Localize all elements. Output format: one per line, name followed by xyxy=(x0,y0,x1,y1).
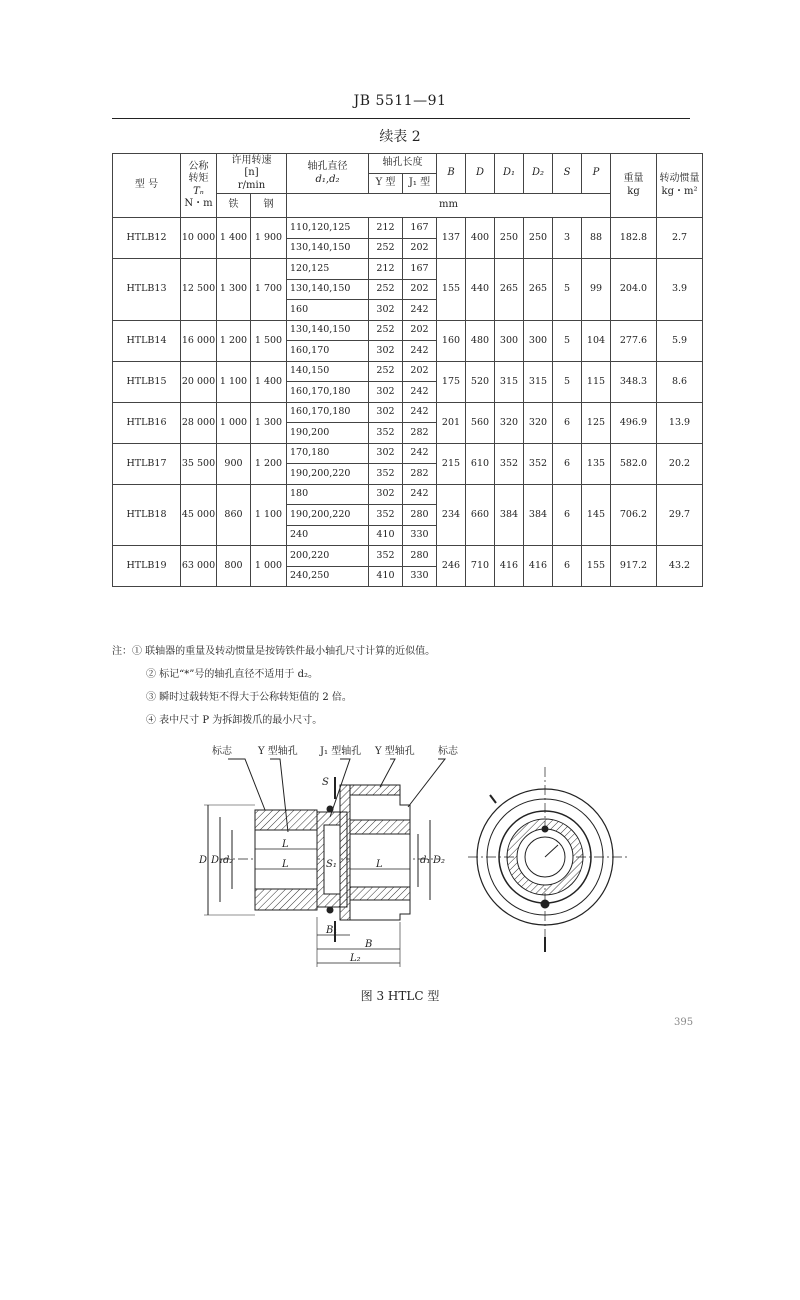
table-row xyxy=(113,484,703,505)
cell-weight: 182.8 xyxy=(611,218,657,259)
head-S: S xyxy=(553,154,582,194)
head-j1-type: J₁ 型 xyxy=(403,174,437,194)
cell-y-length: 302 xyxy=(369,484,403,505)
cell-weight: 917.2 xyxy=(611,546,657,587)
cell-torque: 10 000 xyxy=(181,218,217,259)
cell-d1: 384 xyxy=(495,484,524,546)
cell-p: 135 xyxy=(582,443,611,484)
right-flange xyxy=(340,785,350,920)
cell-steel: 1 100 xyxy=(251,484,287,546)
cell-j1-length: 167 xyxy=(403,259,437,280)
cell-p: 155 xyxy=(582,546,611,587)
cell-d1: 416 xyxy=(495,546,524,587)
cell-y-length: 302 xyxy=(369,443,403,464)
dim-L-lower: L xyxy=(282,859,289,870)
cell-weight: 706.2 xyxy=(611,484,657,546)
cell-bore: 240,250 xyxy=(287,566,369,587)
table-row xyxy=(113,320,703,341)
cell-model: HTLB17 xyxy=(113,443,181,484)
cell-y-length: 302 xyxy=(369,382,403,403)
cell-d: 710 xyxy=(466,546,495,587)
note-3: ③ 瞬时过载转矩不得大于公称转矩值的 2 倍。 xyxy=(146,692,352,703)
cell-j1-length: 242 xyxy=(403,443,437,464)
cell-bore: 160,170 xyxy=(287,341,369,362)
cell-b: 234 xyxy=(437,484,466,546)
header-rule xyxy=(112,118,690,119)
cell-d: 520 xyxy=(466,361,495,402)
dim-D2: D₂ xyxy=(433,855,446,866)
cell-j1-length: 202 xyxy=(403,320,437,341)
cell-torque: 28 000 xyxy=(181,402,217,443)
cell-y-length: 352 xyxy=(369,546,403,567)
head-inertia: 转动惯量 kg・m² xyxy=(657,154,703,218)
cell-d2: 320 xyxy=(524,402,553,443)
head-unit-mm: mm xyxy=(287,194,611,218)
head-y-type: Y 型 xyxy=(369,174,403,194)
cell-inertia: 5.9 xyxy=(657,320,703,361)
cell-d: 560 xyxy=(466,402,495,443)
cell-y-length: 352 xyxy=(369,423,403,444)
dim-L2: L₂ xyxy=(350,953,361,964)
document-code: JB 5511—91 xyxy=(353,93,447,109)
cell-y-length: 252 xyxy=(369,238,403,259)
cell-model: HTLB14 xyxy=(113,320,181,361)
coupling-drawing xyxy=(190,737,660,977)
cell-d1: 315 xyxy=(495,361,524,402)
cell-s: 6 xyxy=(553,546,582,587)
cell-model: HTLB18 xyxy=(113,484,181,546)
cell-d: 610 xyxy=(466,443,495,484)
table-row xyxy=(113,546,703,567)
cell-bore: 160,170,180 xyxy=(287,402,369,423)
table-row xyxy=(113,402,703,423)
cell-s: 5 xyxy=(553,259,582,321)
head-weight: 重量 kg xyxy=(611,154,657,218)
cell-b: 160 xyxy=(437,320,466,361)
cell-steel: 1 200 xyxy=(251,443,287,484)
head-D1: D₁ xyxy=(495,154,524,194)
head-D2: D₂ xyxy=(524,154,553,194)
cell-torque: 45 000 xyxy=(181,484,217,546)
cell-iron: 1 300 xyxy=(217,259,251,321)
cell-s: 6 xyxy=(553,402,582,443)
cell-bore: 160 xyxy=(287,300,369,321)
cell-bore: 190,200 xyxy=(287,423,369,444)
head-iron: 铁 xyxy=(217,194,251,218)
cell-model: HTLB13 xyxy=(113,259,181,321)
page-number: 395 xyxy=(674,1017,694,1028)
cell-d1: 250 xyxy=(495,218,524,259)
cell-p: 125 xyxy=(582,402,611,443)
cell-steel: 1 900 xyxy=(251,218,287,259)
cell-d1: 352 xyxy=(495,443,524,484)
cell-iron: 1 000 xyxy=(217,402,251,443)
cell-iron: 860 xyxy=(217,484,251,546)
cell-p: 88 xyxy=(582,218,611,259)
cell-d: 480 xyxy=(466,320,495,361)
cell-bore: 130,140,150 xyxy=(287,279,369,300)
cell-s: 6 xyxy=(553,484,582,546)
cell-steel: 1 300 xyxy=(251,402,287,443)
dim-B1: B₁ xyxy=(326,925,338,936)
cell-weight: 277.6 xyxy=(611,320,657,361)
cell-p: 115 xyxy=(582,361,611,402)
cell-b: 201 xyxy=(437,402,466,443)
cell-d2: 416 xyxy=(524,546,553,587)
cell-steel: 1 400 xyxy=(251,361,287,402)
cell-j1-length: 242 xyxy=(403,484,437,505)
cell-j1-length: 280 xyxy=(403,546,437,567)
cell-bore: 140,150 xyxy=(287,361,369,382)
cell-inertia: 3.9 xyxy=(657,259,703,321)
cell-torque: 63 000 xyxy=(181,546,217,587)
cell-bore: 180 xyxy=(287,484,369,505)
cell-j1-length: 242 xyxy=(403,382,437,403)
label-y-left: Y 型轴孔 xyxy=(258,746,298,757)
cell-j1-length: 282 xyxy=(403,423,437,444)
end-view xyxy=(468,767,628,952)
cell-d1: 300 xyxy=(495,320,524,361)
label-y-right: Y 型轴孔 xyxy=(375,746,415,757)
cell-bore: 190,200,220 xyxy=(287,464,369,485)
cell-model: HTLB19 xyxy=(113,546,181,587)
cell-d2: 384 xyxy=(524,484,553,546)
dim-D: D xyxy=(199,855,208,866)
cell-b: 215 xyxy=(437,443,466,484)
dim-S: S xyxy=(322,777,329,788)
cell-inertia: 8.6 xyxy=(657,361,703,402)
cell-j1-length: 202 xyxy=(403,361,437,382)
cell-b: 137 xyxy=(437,218,466,259)
cell-s: 6 xyxy=(553,443,582,484)
cell-weight: 582.0 xyxy=(611,443,657,484)
cell-inertia: 20.2 xyxy=(657,443,703,484)
cell-d1: 265 xyxy=(495,259,524,321)
cell-p: 145 xyxy=(582,484,611,546)
cell-d2: 300 xyxy=(524,320,553,361)
cell-y-length: 352 xyxy=(369,464,403,485)
cell-s: 5 xyxy=(553,320,582,361)
cell-s: 3 xyxy=(553,218,582,259)
cell-y-length: 212 xyxy=(369,259,403,280)
note-1: 注：① 联轴器的重量及转动惯量是按铸铁件最小轴孔尺寸计算的近似值。 xyxy=(112,646,436,657)
cell-iron: 800 xyxy=(217,546,251,587)
cell-torque: 20 000 xyxy=(181,361,217,402)
cell-y-length: 212 xyxy=(369,218,403,239)
cell-b: 155 xyxy=(437,259,466,321)
cell-iron: 900 xyxy=(217,443,251,484)
head-D: D xyxy=(466,154,495,194)
dim-B: B xyxy=(365,939,373,950)
cell-y-length: 410 xyxy=(369,525,403,546)
table-row xyxy=(113,443,703,464)
label-j1: J₁ 型轴孔 xyxy=(320,746,362,757)
cell-steel: 1 700 xyxy=(251,259,287,321)
cell-bore: 190,200,220 xyxy=(287,505,369,526)
cell-y-length: 252 xyxy=(369,361,403,382)
note-2: ② 标记“*”号的轴孔直径不适用于 d₂。 xyxy=(146,669,318,680)
cell-bore: 240 xyxy=(287,525,369,546)
dim-S1: S₁ xyxy=(326,859,337,870)
figure-caption: 图 3 HTLC 型 xyxy=(360,989,440,1003)
head-steel: 钢 xyxy=(251,194,287,218)
dim-d2: d₂ xyxy=(223,855,234,866)
cell-j1-length: 167 xyxy=(403,218,437,239)
table-row xyxy=(113,259,703,280)
cell-torque: 16 000 xyxy=(181,320,217,361)
head-B: B xyxy=(437,154,466,194)
dim-D1: D₁ xyxy=(211,855,224,866)
table-caption: 续表 2 xyxy=(379,129,421,145)
cell-inertia: 2.7 xyxy=(657,218,703,259)
cell-j1-length: 330 xyxy=(403,525,437,546)
cell-j1-length: 242 xyxy=(403,402,437,423)
cell-y-length: 302 xyxy=(369,402,403,423)
cell-j1-length: 282 xyxy=(403,464,437,485)
dim-d1: d₁ xyxy=(420,855,431,866)
cell-inertia: 13.9 xyxy=(657,402,703,443)
cell-d: 400 xyxy=(466,218,495,259)
cell-torque: 35 500 xyxy=(181,443,217,484)
cell-y-length: 410 xyxy=(369,566,403,587)
cell-j1-length: 202 xyxy=(403,238,437,259)
cell-b: 175 xyxy=(437,361,466,402)
cell-steel: 1 500 xyxy=(251,320,287,361)
cell-j1-length: 242 xyxy=(403,341,437,362)
cell-b: 246 xyxy=(437,546,466,587)
cell-bore: 200,220 xyxy=(287,546,369,567)
head-bore-length: 轴孔长度 xyxy=(369,154,437,174)
cell-d: 440 xyxy=(466,259,495,321)
cell-y-length: 252 xyxy=(369,279,403,300)
spec-table xyxy=(112,153,703,587)
table-row xyxy=(113,218,703,239)
cell-weight: 204.0 xyxy=(611,259,657,321)
cell-d2: 352 xyxy=(524,443,553,484)
notes xyxy=(112,640,435,732)
cell-steel: 1 000 xyxy=(251,546,287,587)
cell-y-length: 352 xyxy=(369,505,403,526)
cell-d2: 315 xyxy=(524,361,553,402)
cell-j1-length: 330 xyxy=(403,566,437,587)
head-P: P xyxy=(582,154,611,194)
dim-L-upper: L xyxy=(282,839,289,850)
head-bore: 轴孔直径 d₁,d₂ xyxy=(287,154,369,194)
dim-L-right: L xyxy=(376,859,383,870)
cell-y-length: 302 xyxy=(369,300,403,321)
cell-s: 5 xyxy=(553,361,582,402)
head-torque: 公称 转矩 Tₙ N・m xyxy=(181,154,217,218)
head-speed: 许用转速 [n] r/min xyxy=(217,154,287,194)
cell-inertia: 43.2 xyxy=(657,546,703,587)
cell-d: 660 xyxy=(466,484,495,546)
cell-d1: 320 xyxy=(495,402,524,443)
cell-model: HTLB16 xyxy=(113,402,181,443)
cell-bore: 110,120,125 xyxy=(287,218,369,239)
cell-j1-length: 202 xyxy=(403,279,437,300)
cell-p: 104 xyxy=(582,320,611,361)
cell-bore: 120,125 xyxy=(287,259,369,280)
cell-bore: 130,140,150 xyxy=(287,238,369,259)
label-mark-right: 标志 xyxy=(438,746,458,757)
cell-iron: 1 400 xyxy=(217,218,251,259)
cell-y-length: 252 xyxy=(369,320,403,341)
cell-model: HTLB12 xyxy=(113,218,181,259)
note-4: ④ 表中尺寸 P 为拆卸拨爪的最小尺寸。 xyxy=(146,715,323,726)
cell-j1-length: 242 xyxy=(403,300,437,321)
cell-y-length: 302 xyxy=(369,341,403,362)
head-model: 型 号 xyxy=(113,154,181,218)
cell-j1-length: 280 xyxy=(403,505,437,526)
cell-iron: 1 100 xyxy=(217,361,251,402)
cell-torque: 12 500 xyxy=(181,259,217,321)
cell-model: HTLB15 xyxy=(113,361,181,402)
cell-bore: 170,180 xyxy=(287,443,369,464)
table-row xyxy=(113,361,703,382)
cell-weight: 348.3 xyxy=(611,361,657,402)
label-mark-left: 标志 xyxy=(212,746,232,757)
cell-d2: 250 xyxy=(524,218,553,259)
cell-d2: 265 xyxy=(524,259,553,321)
cell-inertia: 29.7 xyxy=(657,484,703,546)
cell-iron: 1 200 xyxy=(217,320,251,361)
cell-p: 99 xyxy=(582,259,611,321)
cell-bore: 130,140,150 xyxy=(287,320,369,341)
cell-weight: 496.9 xyxy=(611,402,657,443)
cell-bore: 160,170,180 xyxy=(287,382,369,403)
